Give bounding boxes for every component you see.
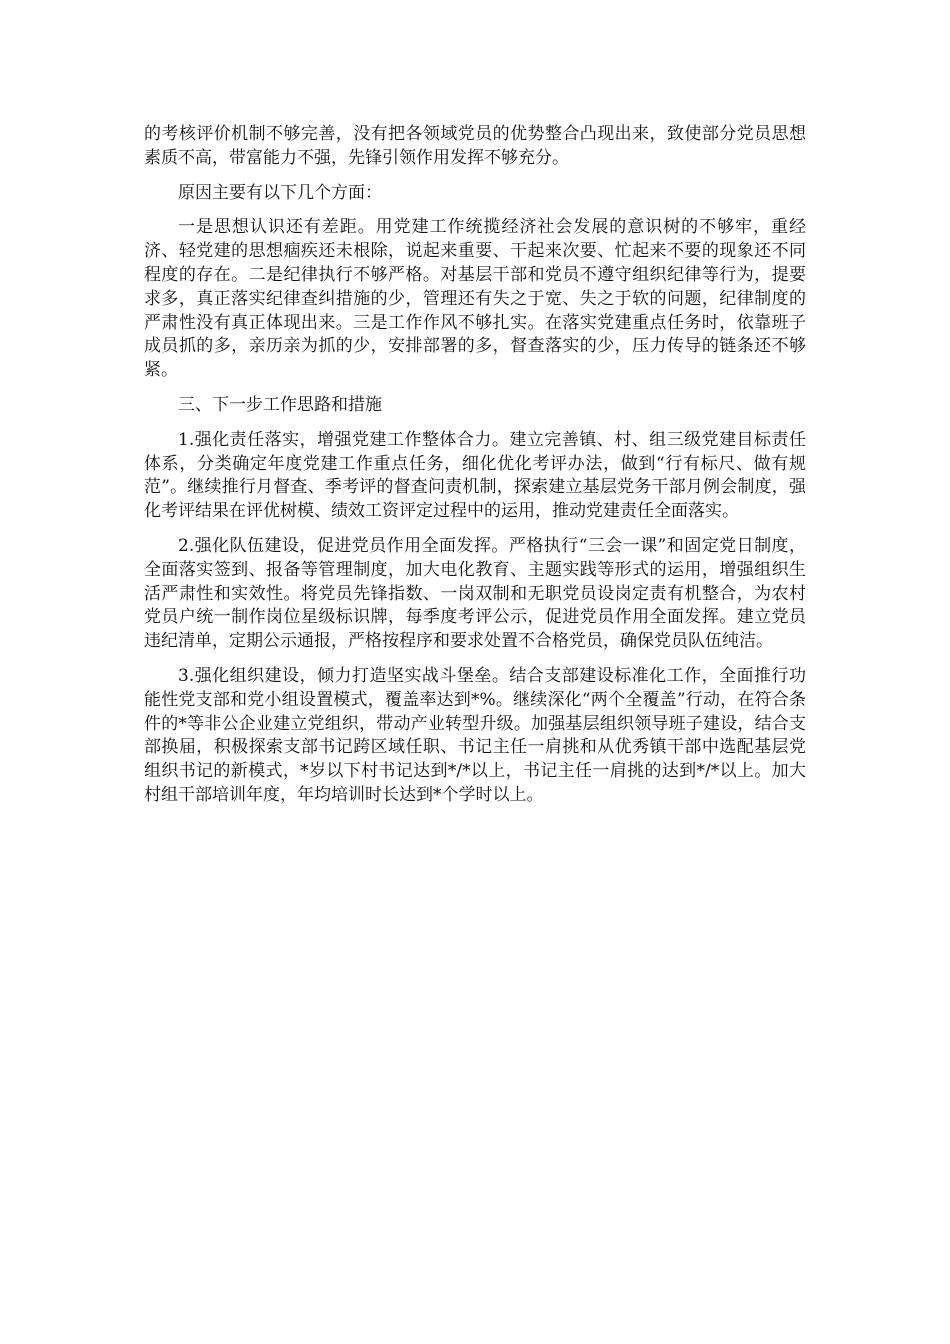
paragraph-causes-intro: 原因主要有以下几个方面： [178,182,382,203]
paragraph-measure-1: 1.强化责任落实，增强党建工作整体合力。建立完善镇、村、组三级党建目标责任体系，分类确定年度党建工作重点任务，细化优化考评办法，做到“行有标尺、做有规范”。继续推行月督查、季考评的督查问责机制，探索建立基层党务干部月例会制度，强化考评结果在评优树模、绩效工资评定过程中的运用，推动党建责任全面落实。 [144,429,806,522]
paragraph-measure-2: 2.强化队伍建设，促进党员作用全面发挥。严格执行“三会一课”和固定党日制度，全面落实签到、报备等管理制度，加大电化教育、主题实践等形式的运用，增强组织生活严肃性和实效性。将党员先锋指数、一岗双制和无职党员设岗定责有机整合，为农村党员户统一制作岗位星级标识牌，每季度考评公示，促进党员作用全面发挥。建立党员违纪清单，定期公示通报，严格按程序和要求处置不合格党员，确保党员队伍纯洁。 [144,535,806,652]
paragraph-continuation: 的考核评价机制不够完善，没有把各领域党员的优势整合凸现出来，致使部分党员思想素质不高，带富能力不强，先锋引领作用发挥不够充分。 [144,124,806,168]
paragraph-causes-detail: 一是思想认识还有差距。用党建工作统揽经济社会发展的意识树的不够牢，重经济、轻党建的思想痼疾还未根除，说起来重要、干起来次要、忙起来不要的现象还不同程度的存在。二是纪律执行不够严格。对基层干部和党员不遵守组织纪律等行为，提要求多，真正落实纪律查纠措施的少，管理还有失之于宽、失之于软的问题，纪律制度的严肃性没有真正体现出来。三是工作作风不够扎实。在落实党建重点任务时，依靠班子成员抓的多，亲历亲为抓的少，安排部署的多，督查落实的少，压力传导的链条还不够紧。 [144,217,806,381]
paragraph-measure-3: 3.强化组织建设，倾力打造坚实战斗堡垒。结合支部建设标准化工作，全面推行功能性党支部和党小组设置模式，覆盖率达到*%。继续深化“两个全覆盖”行动，在符合条件的*等非公企业建立党组织，带动产业转型升级。加强基层组织领导班子建设，结合支部换届，积极探索支部书记跨区域任职、书记主任一肩挑和从优秀镇干部中选配基层党组织书记的新模式，*岁以下村书记达到*/*以上，书记主任一肩挑的达到*/*以上。加大村组干部培训年度，年均培训时长达到*个学时以上。 [144,665,806,805]
document-body [144,123,806,819]
section-heading-next-steps: 三、下一步工作思路和措施 [178,394,382,415]
